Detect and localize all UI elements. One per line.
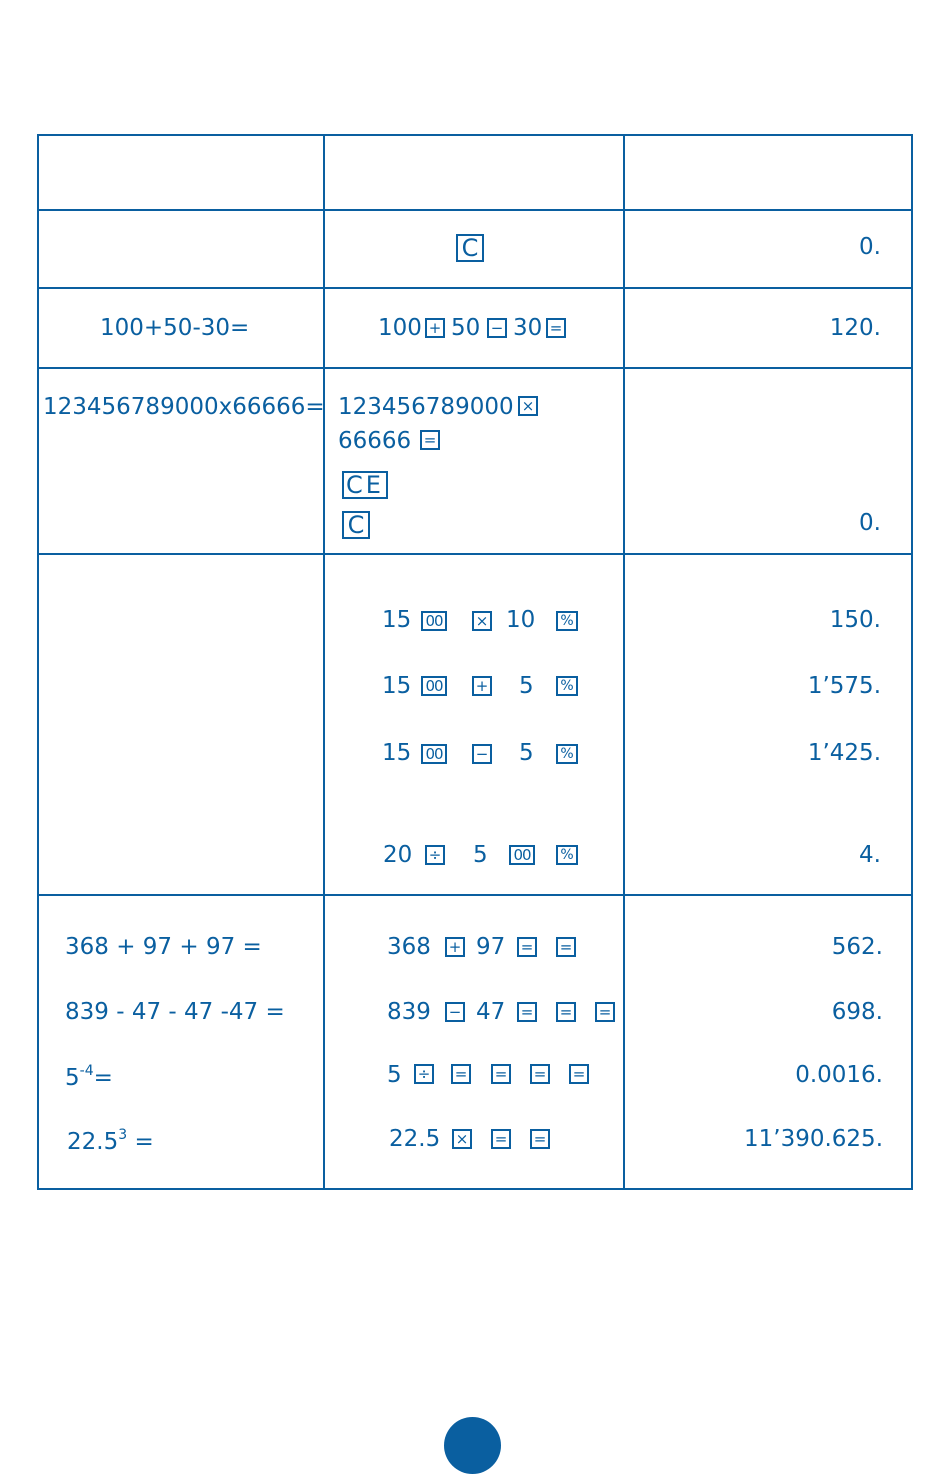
- key-sequence-number: 50: [451, 315, 481, 341]
- key-sequence-number: 5: [519, 673, 534, 699]
- key-sequence-number: 100: [378, 315, 422, 341]
- column-divider-1: [323, 134, 325, 1190]
- column-divider-2: [623, 134, 625, 1190]
- row-divider-5: [37, 894, 913, 896]
- clear-entry-key-icon: CE: [342, 471, 388, 499]
- clear-key-icon: C: [342, 511, 370, 539]
- power-base: 5: [65, 1065, 80, 1091]
- equals-key-icon: =: [569, 1064, 589, 1084]
- table-border-top: [37, 134, 913, 136]
- display-value: 0.0016.: [795, 1062, 883, 1088]
- equals-sign: =: [93, 1065, 113, 1091]
- key-sequence-number: 97: [476, 934, 506, 960]
- equals-sign: =: [127, 1129, 154, 1155]
- double-zero-key-icon: 00: [421, 676, 447, 696]
- display-value: 1’425.: [807, 740, 881, 766]
- example-expression: 123456789000x66666=: [43, 394, 325, 420]
- key-sequence-number: 10: [506, 607, 536, 633]
- plus-key-icon: +: [472, 676, 492, 696]
- example-expression: 368 + 97 + 97 =: [65, 934, 262, 960]
- display-value: 150.: [829, 607, 881, 633]
- key-sequence-number: 30: [513, 315, 543, 341]
- percent-key-icon: %: [556, 845, 578, 865]
- key-sequence-number: 15: [382, 740, 412, 766]
- row-divider-2: [37, 287, 913, 289]
- multiply-key-icon: ×: [472, 611, 492, 631]
- divide-key-icon: ÷: [425, 845, 445, 865]
- display-value: 562.: [831, 934, 883, 960]
- key-sequence-number: 15: [382, 673, 412, 699]
- key-sequence-number: 20: [383, 842, 413, 868]
- equals-key-icon: =: [556, 1002, 576, 1022]
- equals-key-icon: =: [595, 1002, 615, 1022]
- page-indicator-dot: [444, 1417, 501, 1474]
- key-sequence-number: 839: [387, 999, 431, 1025]
- table-border-left: [37, 134, 39, 1190]
- equals-key-icon: =: [491, 1064, 511, 1084]
- table-border-right: [911, 134, 913, 1190]
- power-base: 22.5: [67, 1129, 119, 1155]
- display-value: 1’575.: [807, 673, 881, 699]
- table-border-bottom: [37, 1188, 913, 1190]
- power-exponent: -4: [79, 1063, 94, 1079]
- equals-key-icon: =: [451, 1064, 471, 1084]
- double-zero-key-icon: 00: [421, 744, 447, 764]
- multiply-key-icon: ×: [452, 1129, 472, 1149]
- equals-key-icon: =: [556, 937, 576, 957]
- display-value: 120.: [829, 315, 881, 341]
- row-divider-1: [37, 209, 913, 211]
- example-expression: 839 - 47 - 47 -47 =: [65, 999, 285, 1025]
- equals-key-icon: =: [491, 1129, 511, 1149]
- power-exponent: 3: [118, 1127, 128, 1143]
- row-divider-4: [37, 553, 913, 555]
- display-value: 0.: [859, 234, 881, 260]
- display-value: 698.: [831, 999, 883, 1025]
- row-divider-3: [37, 367, 913, 369]
- key-sequence-number: 5: [519, 740, 534, 766]
- minus-key-icon: −: [445, 1002, 465, 1022]
- key-sequence-number: 5: [473, 842, 488, 868]
- example-expression: [65, 1064, 113, 1090]
- display-value: 0.: [859, 510, 881, 536]
- percent-key-icon: %: [556, 676, 578, 696]
- key-sequence-number: 22.5: [389, 1126, 441, 1152]
- equals-key-icon: =: [420, 430, 440, 450]
- plus-key-icon: +: [445, 937, 465, 957]
- double-zero-key-icon: 00: [509, 845, 535, 865]
- percent-key-icon: %: [556, 611, 578, 631]
- multiply-key-icon: ×: [518, 396, 538, 416]
- equals-key-icon: =: [530, 1129, 550, 1149]
- equals-key-icon: =: [546, 318, 566, 338]
- minus-key-icon: −: [487, 318, 507, 338]
- example-expression: 100+50-30=: [100, 315, 250, 341]
- key-sequence-number: 15: [382, 607, 412, 633]
- equals-key-icon: =: [517, 1002, 537, 1022]
- key-sequence-number: 47: [476, 999, 506, 1025]
- equals-key-icon: =: [517, 937, 537, 957]
- double-zero-key-icon: 00: [421, 611, 447, 631]
- clear-key-icon: C: [456, 234, 484, 262]
- display-value: 4.: [859, 842, 881, 868]
- example-expression: [67, 1128, 154, 1154]
- key-sequence-number: 5: [387, 1062, 402, 1088]
- equals-key-icon: =: [530, 1064, 550, 1084]
- key-sequence-number: 123456789000: [338, 394, 514, 420]
- percent-key-icon: %: [556, 744, 578, 764]
- divide-key-icon: ÷: [414, 1064, 434, 1084]
- plus-key-icon: +: [425, 318, 445, 338]
- key-sequence-number: 368: [387, 934, 431, 960]
- key-sequence-number: 66666: [338, 428, 412, 454]
- display-value: 11’390.625.: [744, 1126, 883, 1152]
- minus-key-icon: −: [472, 744, 492, 764]
